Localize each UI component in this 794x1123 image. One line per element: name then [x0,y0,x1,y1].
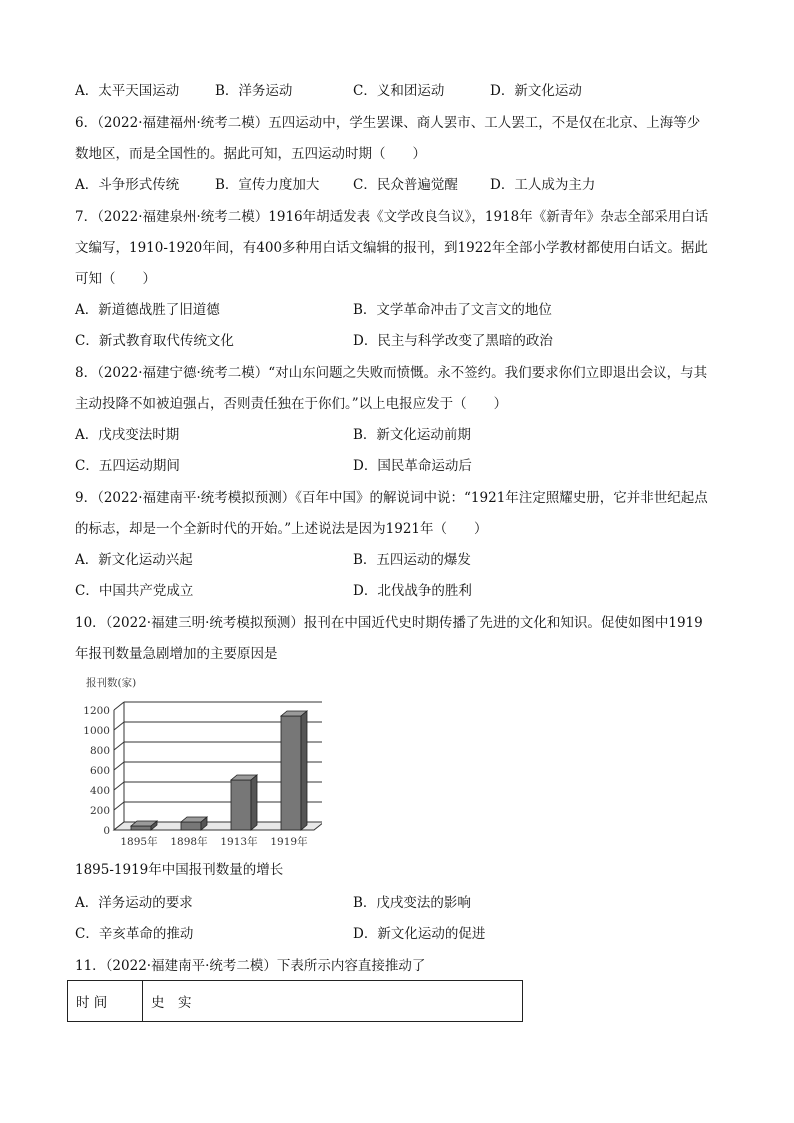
q7-option-a: A．新道德战胜了旧道德 [75,302,220,318]
bar-2 [231,780,251,830]
grid-diagonal-2 [114,782,124,790]
q6-option-d: D．工人成为主力 [490,177,596,193]
q7-option-c: C．新式教育取代传统文化 [75,333,234,349]
q7-option-b: B．文学革命冲击了文言文的地位 [353,302,552,318]
q9-option-c: C．中国共产党成立 [75,583,194,599]
q9-stem-line-2: 的标志，却是一个全新时代的开始。”上述说法是因为1921年（ ） [75,521,488,537]
q10-stem-line-1: 10．（2022·福建三明·统考模拟预测）报刊在中国近代史时期传播了先进的文化和知识。促使如图中1919 [75,615,703,631]
y-tick-label-0: 0 [103,825,110,837]
q10-stem-line-2: 年报刊数量急剧增加的主要原因是 [75,646,278,662]
table-header-time: 时 间 [68,981,143,1021]
q7-stem-line-3: 可知（ ） [75,271,156,287]
y-tick-label-2: 400 [89,785,110,797]
q9-option-d: D．北伐战争的胜利 [353,583,472,599]
bar-3 [281,716,301,830]
q8-stem-line-2: 主动投降不如被迫强占，否则责任独在于你们。”以上电报应发于（ ） [75,396,508,412]
x-tick-label-3: 1919年 [270,836,308,848]
q5-option-a: A．太平天国运动 [75,83,180,99]
x-tick-label-1: 1898年 [170,836,208,848]
table-header-facts: 史 实 [151,995,192,1011]
x-tick-label-2: 1913年 [220,836,258,848]
y-axis-label: 报刊数(家) [86,677,137,689]
grid-diagonal-4 [114,742,124,750]
grid-diagonal-6 [114,702,124,710]
q5-option-c: C．义和团运动 [353,83,445,99]
q8-option-c: C．五四运动期间 [75,458,180,474]
q10-option-b: B．戊戌变法的影响 [353,895,471,911]
chart-caption: 1895-1919年中国报刊数量的增长 [75,862,284,878]
y-tick-label-5: 1000 [83,725,110,737]
q6-stem-line-1: 6．（2022·福建福州·统考二模）五四运动中，学生罢课、商人罢市、工人罢工，不是仅在北京、上海等少 [75,115,701,131]
q9-option-a: A．新文化运动兴起 [75,552,193,568]
q8-stem-line-1: 8．（2022·福建宁德·统考二模）“对山东问题之失败而愤慨。永不签约。我们要求你们立即退出会议，与其 [75,365,708,381]
q9-stem-line-1: 9．（2022·福建南平·统考模拟预测）《百年中国》的解说词中说：“1921年注定照耀史册，它并非世纪起点 [75,490,708,506]
q10-option-c: C．辛亥革命的推动 [75,926,194,942]
q6-stem-line-2: 数地区，而是全国性的。据此可知，五四运动时期（ ） [75,146,426,162]
q8-option-a: A．戊戌变法时期 [75,427,180,443]
q6-option-b: B．宣传力度加大 [215,177,320,193]
q10-option-d: D．新文化运动的促进 [353,926,486,942]
bar-side-2 [251,775,257,830]
bar-side-3 [301,711,307,830]
q7-stem-line-1: 7．（2022·福建泉州·统考二模）1916年胡适发表《文学改良刍议》，1918年《新青年》杂志全部采用白话 [75,209,709,225]
q7-option-d: D．民主与科学改变了黑暗的政治 [353,333,553,349]
q11-stem-line-1: 11．（2022·福建南平·统考二模）下表所示内容直接推动了 [75,958,426,974]
grid-diagonal-1 [114,802,124,810]
y-tick-label-4: 800 [89,745,110,757]
q8-option-d: D．国民革命运动后 [353,458,472,474]
q7-stem-line-2: 文编写，1910-1920年间，有400多种用白话文编辑的报刊，到1922年全部小学教材都使用白话文。据此 [75,240,708,256]
bar-1 [181,822,201,830]
grid-diagonal-3 [114,762,124,770]
grid-diagonal-5 [114,722,124,730]
y-tick-label-1: 200 [89,805,110,817]
newspaper-count-bar-chart [72,672,322,850]
q9-option-b: B．五四运动的爆发 [353,552,471,568]
q6-option-a: A．斗争形式传统 [75,177,180,193]
y-tick-label-3: 600 [89,765,110,777]
bar-0 [131,826,151,830]
q6-option-c: C．民众普遍觉醒 [353,177,458,193]
y-tick-label-6: 1200 [83,705,110,717]
q11-table [67,980,523,1022]
q10-option-a: A．洋务运动的要求 [75,895,193,911]
q5-option-b: B．洋务运动 [215,83,293,99]
x-tick-label-0: 1895年 [120,836,158,848]
q5-option-d: D．新文化运动 [490,83,582,99]
q8-option-b: B．新文化运动前期 [353,427,471,443]
